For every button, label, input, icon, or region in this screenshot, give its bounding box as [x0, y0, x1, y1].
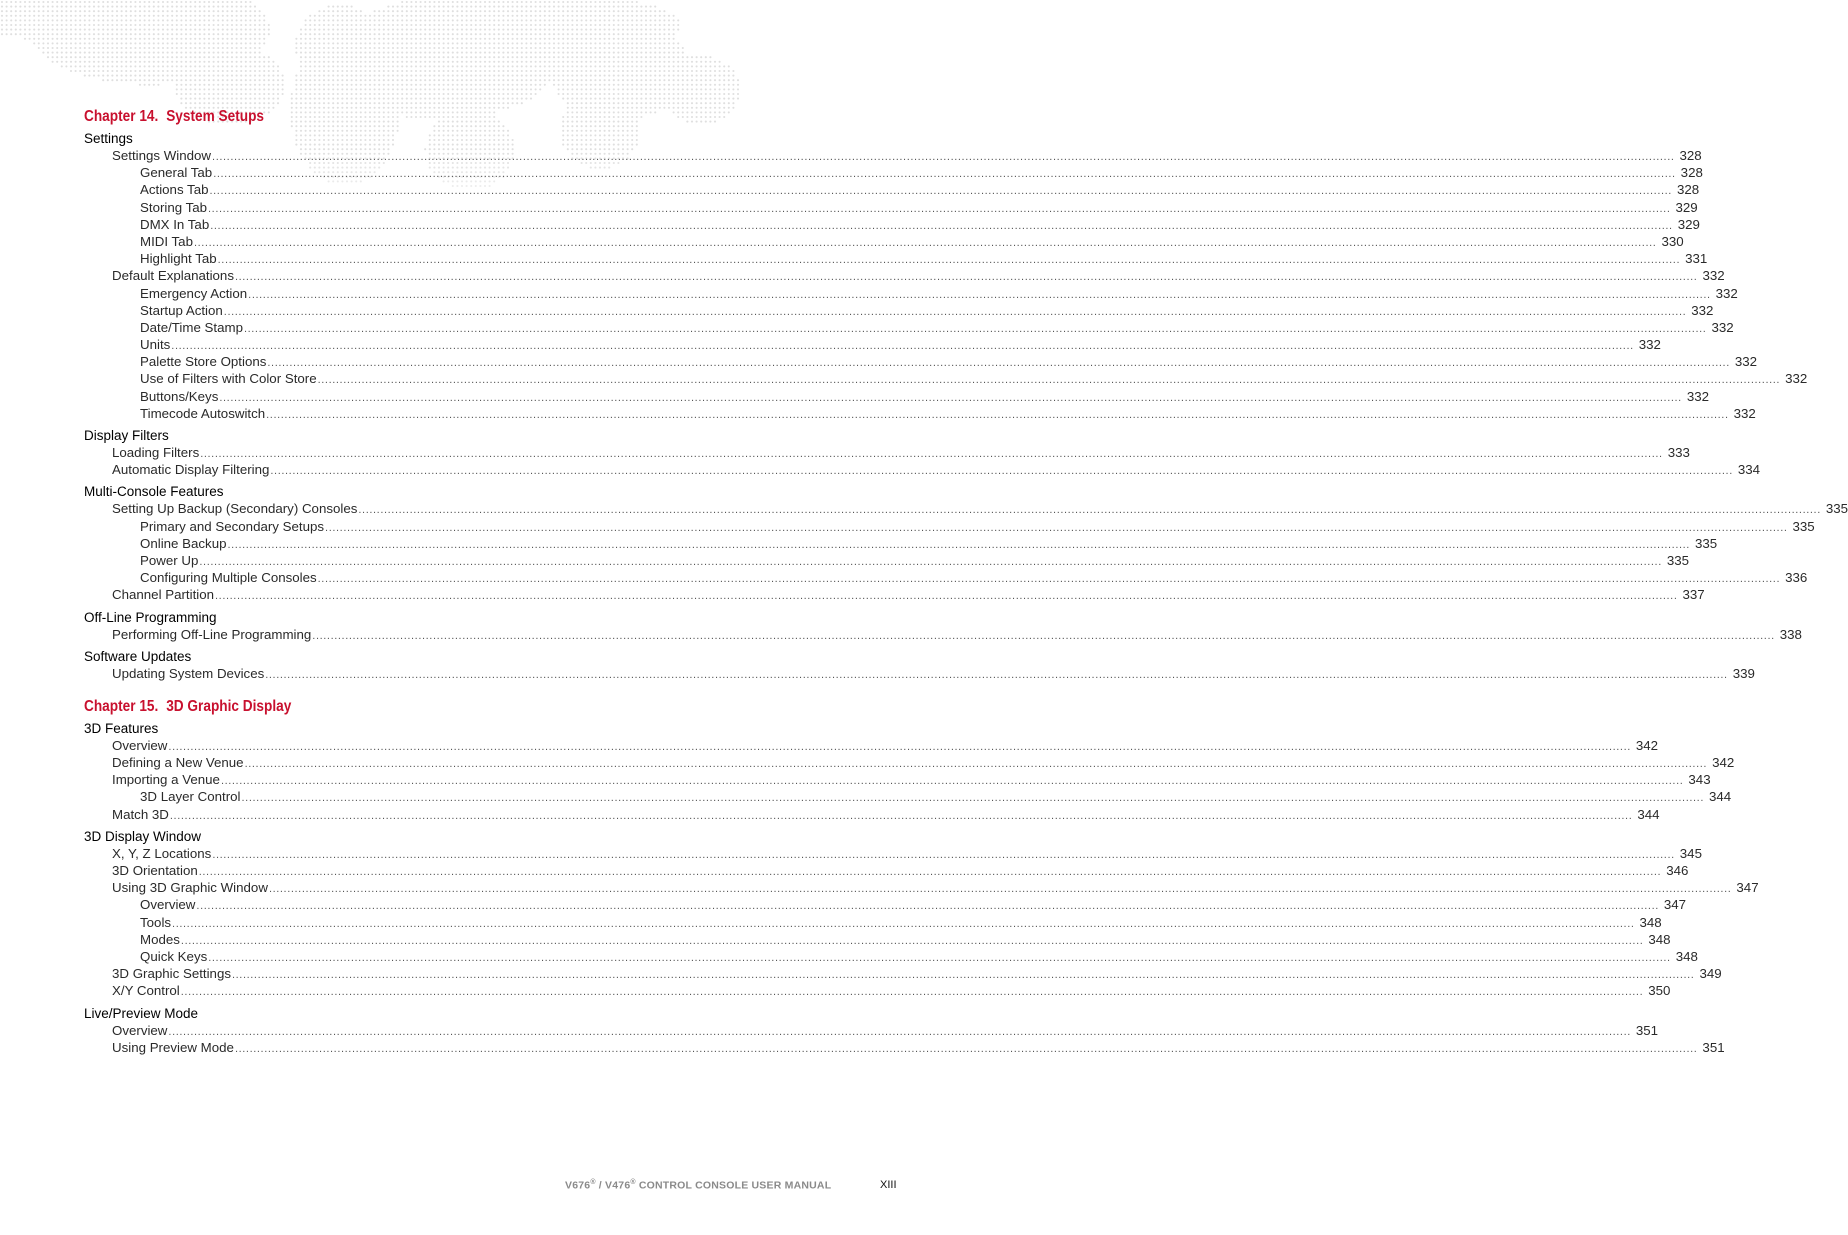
dot-leader: ................................................................................................................................................................................................................................................................................................................................................................................................................	[196, 900, 1659, 913]
toc-entry-page: 337	[1682, 587, 1705, 603]
dot-leader: ................................................................................................................................................................................................................................................................................................................................................................................................................	[248, 288, 1711, 301]
toc-entry-label: 3D Graphic Settings	[112, 966, 231, 982]
dot-leader: ................................................................................................................................................................................................................................................................................................................................................................................................................	[209, 185, 1672, 198]
toc-entry[interactable]	[84, 552, 1690, 569]
toc-entry[interactable]	[84, 353, 1758, 370]
toc-entry-label: General Tab	[140, 165, 213, 181]
section-heading: Live/Preview Mode	[84, 1005, 199, 1021]
toc-entry[interactable]	[84, 461, 1761, 478]
toc-entry[interactable]	[84, 535, 1718, 552]
section-heading: 3D Features	[84, 720, 159, 736]
toc-entry-label: Using 3D Graphic Window	[112, 880, 268, 896]
toc-entry[interactable]	[84, 879, 1759, 896]
toc-entry-label: Automatic Display Filtering	[112, 462, 270, 478]
toc-entry[interactable]	[84, 267, 1725, 284]
toc-entry-page: 332	[1686, 388, 1710, 404]
toc-entry-label: Defining a New Venue	[112, 755, 244, 771]
dot-leader: ................................................................................................................................................................................................................................................................................................................................................................................................................	[212, 848, 1675, 861]
dot-leader: ................................................................................................................................................................................................................................................................................................................................................................................................................	[267, 357, 1730, 370]
toc-entry[interactable]	[84, 737, 1659, 754]
toc-entry[interactable]	[84, 806, 1660, 823]
toc-entry-page: 329	[1677, 216, 1700, 232]
dot-leader: ................................................................................................................................................................................................................................................................................................................................................................................................................	[266, 408, 1729, 421]
toc-entry[interactable]	[84, 862, 1689, 879]
toc-entry[interactable]	[84, 302, 1714, 319]
toc-entry-page: 346	[1666, 863, 1689, 878]
toc-entry-label: X/Y Control	[112, 983, 180, 999]
toc-entry-page: 328	[1676, 182, 1700, 198]
toc-entry-page: 347	[1736, 880, 1759, 896]
toc-entry-label: Overview	[112, 1022, 168, 1038]
section-heading: Multi-Console Features	[84, 484, 224, 500]
toc-entry[interactable]	[84, 233, 1684, 250]
toc-entry[interactable]	[84, 250, 1708, 267]
dot-leader: ................................................................................................................................................................................................................................................................................................................................................................................................................	[325, 521, 1788, 534]
toc-entry-page: 332	[1715, 285, 1738, 301]
chapter-heading	[84, 106, 800, 130]
dot-leader: ................................................................................................................................................................................................................................................................................................................................................................................................................	[268, 883, 1732, 896]
chapter-title: System Setups	[166, 108, 265, 125]
toc-entry-page: 342	[1635, 737, 1659, 753]
manual-title: V676® / V476® CONTROL CONSOLE USER MANUAL	[565, 1179, 832, 1192]
toc-entry[interactable]	[84, 500, 1848, 517]
section-heading: 3D Display Window	[84, 828, 202, 844]
toc-entry-page: 330	[1661, 233, 1684, 249]
dot-leader: ................................................................................................................................................................................................................................................................................................................................................................................................................	[210, 219, 1673, 232]
toc-entry[interactable]	[84, 388, 1710, 405]
section-heading: Display Filters	[84, 428, 169, 443]
toc-entry-page: 333	[1667, 445, 1690, 460]
toc-entry-page: 351	[1635, 1022, 1659, 1038]
toc-entry[interactable]	[84, 771, 1711, 788]
toc-entry-page: 351	[1702, 1039, 1725, 1055]
dot-leader: ................................................................................................................................................................................................................................................................................................................................................................................................................	[234, 1042, 1698, 1055]
toc-entry[interactable]	[84, 1022, 1659, 1039]
dot-leader: ................................................................................................................................................................................................................................................................................................................................................................................................................	[241, 792, 1704, 805]
toc-entry-label: Loading Filters	[112, 445, 200, 460]
toc-entry-label: 3D Orientation	[112, 863, 198, 878]
toc-entry-page: 332	[1691, 302, 1714, 318]
toc-entry-page: 335	[1666, 552, 1690, 568]
toc-entry-page: 332	[1785, 371, 1808, 387]
toc-entry[interactable]	[84, 931, 1671, 948]
dot-leader: ................................................................................................................................................................................................................................................................................................................................................................................................................	[243, 322, 1707, 335]
toc-entry[interactable]	[84, 216, 1700, 233]
toc-entry-label: Setting Up Backup (Secondary) Consoles	[112, 501, 358, 517]
toc-entry-page: 332	[1638, 337, 1661, 353]
toc-entry-page: 339	[1732, 665, 1755, 681]
toc-entry-page: 348	[1639, 914, 1662, 930]
toc-entry[interactable]	[84, 665, 1755, 682]
toc-entry-label: Online Backup	[140, 535, 227, 551]
toc-entry-label: Date/Time Stamp	[140, 319, 243, 335]
toc-entry-page: 328	[1680, 165, 1703, 181]
dot-leader: ................................................................................................................................................................................................................................................................................................................................................................................................................	[244, 758, 1708, 771]
toc-entry[interactable]	[84, 199, 1698, 216]
dot-leader: ................................................................................................................................................................................................................................................................................................................................................................................................................	[198, 866, 1662, 878]
dot-leader: ................................................................................................................................................................................................................................................................................................................................................................................................................	[234, 271, 1698, 284]
toc-entry-label: Configuring Multiple Consoles	[140, 570, 317, 586]
toc-entry-page: 332	[1711, 319, 1734, 335]
toc-entry[interactable]	[84, 965, 1722, 982]
toc-entry-label: Actions Tab	[140, 182, 209, 198]
toc-entry[interactable]	[84, 948, 1698, 965]
dot-leader: ................................................................................................................................................................................................................................................................................................................................................................................................................	[169, 809, 1633, 822]
toc-entry-label: Default Explanations	[112, 268, 234, 284]
dot-leader: ................................................................................................................................................................................................................................................................................................................................................................................................................	[358, 504, 1821, 517]
toc-entry[interactable]	[84, 518, 1815, 535]
toc-entry[interactable]	[84, 370, 1808, 387]
toc-entry-label: Settings Window	[112, 148, 212, 163]
dot-leader: ................................................................................................................................................................................................................................................................................................................................................................................................................	[265, 668, 1728, 681]
toc-entry[interactable]	[84, 845, 1702, 862]
toc-entry[interactable]	[84, 319, 1734, 336]
chapter-title: 3D Graphic Display	[166, 697, 292, 715]
toc-entry-label: Buttons/Keys	[140, 388, 219, 404]
toc-entry-page: 332	[1734, 354, 1758, 370]
toc-entry[interactable]	[84, 569, 1808, 586]
chapter-number: Chapter 15.	[84, 697, 159, 715]
dot-leader: ................................................................................................................................................................................................................................................................................................................................................................................................................	[317, 573, 1781, 586]
toc-entry-page: 347	[1663, 897, 1687, 913]
dot-leader: ................................................................................................................................................................................................................................................................................................................................................................................................................	[223, 305, 1687, 318]
toc-entry-page: 343	[1688, 772, 1711, 788]
toc-entry-label: Updating System Devices	[112, 665, 265, 681]
toc-entry-label: Overview	[140, 897, 196, 913]
toc-entry[interactable]	[84, 788, 1732, 805]
dot-leader: ................................................................................................................................................................................................................................................................................................................................................................................................................	[200, 448, 1663, 460]
toc-entry-label: Palette Store Options	[140, 354, 267, 370]
toc-entry[interactable]	[84, 285, 1738, 302]
toc-entry-page: 332	[1733, 405, 1756, 421]
dot-leader: ................................................................................................................................................................................................................................................................................................................................................................................................................	[215, 590, 1678, 603]
section-heading: Software Updates	[84, 648, 192, 664]
toc-entry-label: Storing Tab	[140, 199, 208, 215]
toc-entry-page: 332	[1702, 268, 1725, 284]
toc-entry-label: MIDI Tab	[140, 233, 193, 249]
toc-entry-page: 328	[1679, 148, 1702, 163]
dot-leader: ................................................................................................................................................................................................................................................................................................................................................................................................................	[217, 254, 1681, 267]
toc-entry-label: Overview	[112, 737, 168, 753]
toc-entry[interactable]	[84, 1039, 1725, 1056]
toc-entry-page: 335	[1792, 518, 1815, 534]
toc-entry-label: Using Preview Mode	[112, 1039, 234, 1055]
toc-entry[interactable]	[84, 164, 1703, 181]
toc-entry-label: Tools	[140, 914, 172, 930]
dot-leader: ................................................................................................................................................................................................................................................................................................................................................................................................................	[219, 391, 1682, 404]
dot-leader: ................................................................................................................................................................................................................................................................................................................................................................................................................	[180, 934, 1644, 947]
page-footer	[0, 1179, 954, 1195]
dot-leader: ................................................................................................................................................................................................................................................................................................................................................................................................................	[168, 1025, 1631, 1038]
dot-leader: ................................................................................................................................................................................................................................................................................................................................................................................................................	[312, 629, 1775, 642]
toc-entry-label: Performing Off-Line Programming	[112, 626, 312, 642]
toc-entry-label: Timecode Autoswitch	[140, 405, 266, 421]
dot-leader: ................................................................................................................................................................................................................................................................................................................................................................................................................	[180, 986, 1644, 999]
toc-entry-label: Emergency Action	[140, 285, 248, 301]
chapter-heading	[84, 696, 800, 720]
toc-entry-page: 342	[1712, 755, 1735, 771]
dot-leader: ................................................................................................................................................................................................................................................................................................................................................................................................................	[208, 951, 1671, 964]
toc-entry-page: 344	[1637, 806, 1660, 822]
toc-entry-label: Match 3D	[112, 806, 169, 822]
dot-leader: ................................................................................................................................................................................................................................................................................................................................................................................................................	[168, 740, 1631, 753]
dot-leader: ................................................................................................................................................................................................................................................................................................................................................................................................................	[213, 168, 1676, 181]
toc-entry[interactable]	[84, 586, 1705, 603]
dot-leader: ................................................................................................................................................................................................................................................................................................................................................................................................................	[270, 465, 1733, 478]
toc-entry-page: 338	[1779, 626, 1802, 642]
toc-entry[interactable]	[84, 914, 1662, 931]
toc-entry-label: 3D Layer Control	[140, 789, 241, 805]
toc-entry-page: 350	[1648, 983, 1671, 999]
table-of-contents	[84, 106, 1848, 1056]
toc-entry[interactable]	[84, 336, 1661, 353]
toc-entry-page: 348	[1648, 931, 1671, 947]
toc-entry-label: Units	[140, 337, 171, 353]
dot-leader: ................................................................................................................................................................................................................................................................................................................................................................................................................	[227, 538, 1690, 551]
toc-entry-page: 345	[1679, 845, 1702, 861]
toc-entry-label: Channel Partition	[112, 587, 215, 603]
toc-entry-label: Importing a Venue	[112, 772, 220, 788]
toc-entry-page: 349	[1699, 966, 1722, 982]
toc-entry-label: X, Y, Z Locations	[112, 845, 212, 861]
toc-entry[interactable]	[84, 754, 1735, 771]
toc-entry-page: 335	[1825, 501, 1848, 517]
toc-entry-page: 331	[1685, 251, 1708, 267]
toc-entry[interactable]	[84, 181, 1700, 198]
toc-entry[interactable]	[84, 896, 1687, 913]
toc-entry-page: 344	[1708, 789, 1732, 805]
page-number: XIII	[880, 1179, 897, 1191]
dot-leader: ................................................................................................................................................................................................................................................................................................................................................................................................................	[317, 374, 1781, 387]
toc-entry-label: Power Up	[140, 552, 199, 568]
toc-entry-label: DMX In Tab	[140, 216, 210, 232]
dot-leader: ................................................................................................................................................................................................................................................................................................................................................................................................................	[208, 202, 1671, 215]
toc-entry-page: 336	[1785, 570, 1808, 586]
dot-leader: ................................................................................................................................................................................................................................................................................................................................................................................................................	[193, 236, 1657, 249]
dot-leader: ................................................................................................................................................................................................................................................................................................................................................................................................................	[232, 969, 1695, 982]
dot-leader: ................................................................................................................................................................................................................................................................................................................................................................................................................	[172, 917, 1635, 930]
toc-entry-label: Quick Keys	[140, 948, 208, 964]
dot-leader: ................................................................................................................................................................................................................................................................................................................................................................................................................	[220, 775, 1684, 788]
dot-leader: ................................................................................................................................................................................................................................................................................................................................................................................................................	[171, 340, 1634, 353]
dot-leader: ................................................................................................................................................................................................................................................................................................................................................................................................................	[199, 555, 1662, 568]
toc-entry[interactable]	[84, 626, 1802, 643]
chapter-number: Chapter 14.	[84, 108, 159, 125]
toc-entry-page: 329	[1675, 199, 1698, 215]
toc-entry[interactable]	[84, 982, 1671, 999]
toc-entry-label: Modes	[140, 931, 180, 947]
toc-entry-label: Primary and Secondary Setups	[140, 518, 325, 534]
toc-entry-page: 334	[1737, 462, 1761, 478]
section-heading: Off-Line Programming	[84, 609, 217, 625]
toc-entry-page: 348	[1675, 948, 1698, 964]
section-heading: Settings	[84, 131, 133, 146]
toc-entry[interactable]	[84, 147, 1702, 164]
toc-entry[interactable]	[84, 405, 1756, 422]
toc-entry[interactable]	[84, 444, 1690, 461]
toc-entry-label: Highlight Tab	[140, 251, 217, 267]
toc-entry-label: Startup Action	[140, 302, 223, 318]
dot-leader: ................................................................................................................................................................................................................................................................................................................................................................................................................	[212, 151, 1675, 163]
toc-entry-page: 335	[1694, 535, 1718, 551]
toc-entry-label: Use of Filters with Color Store	[140, 371, 317, 387]
